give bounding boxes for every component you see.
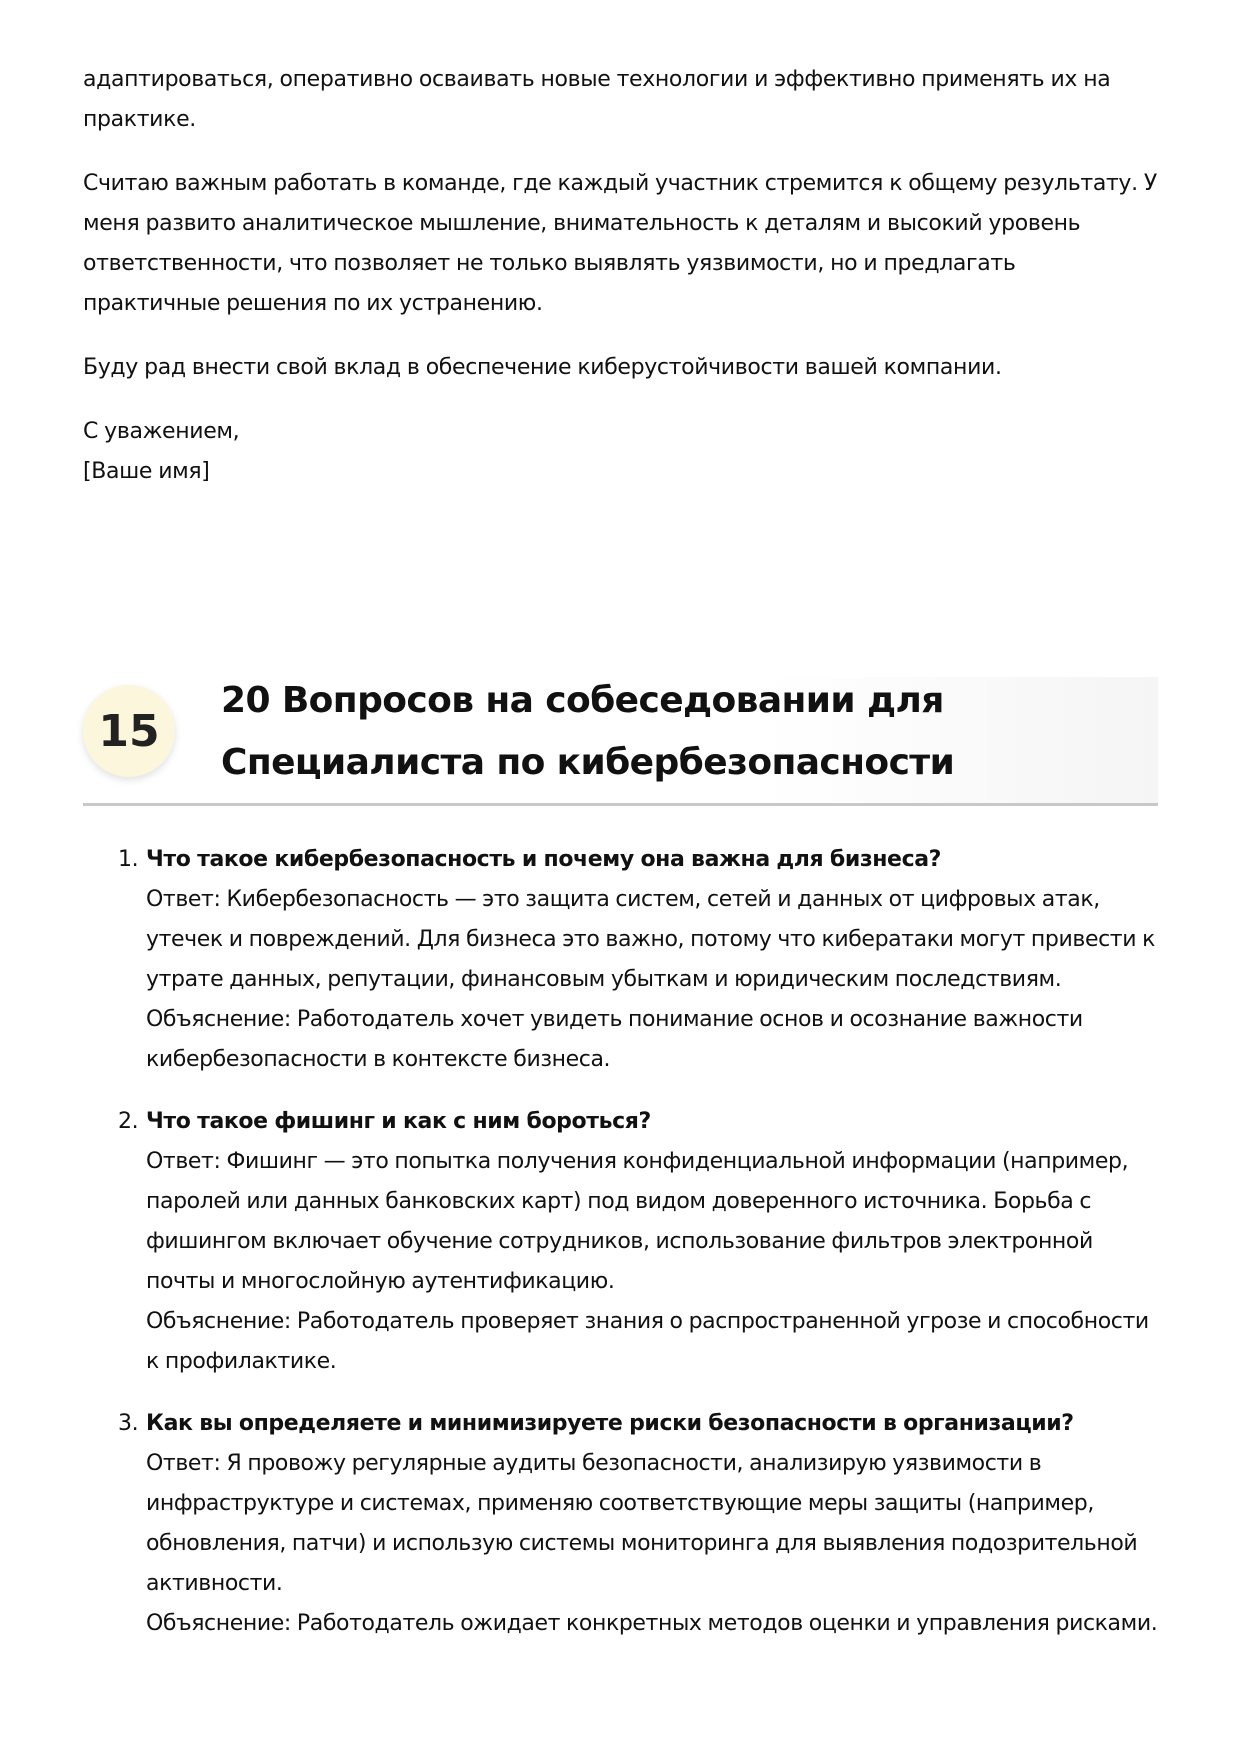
intro-paragraph-3: Буду рад внести свой вклад в обеспечение киберустойчивости вашей компании. bbox=[83, 355, 1002, 380]
question-item-1 bbox=[83, 840, 1158, 1080]
question-number: 1. bbox=[118, 847, 139, 872]
explanation-text: Объяснение: Работодатель ожидает конкретных методов оценки и управления рисками. bbox=[146, 1611, 1158, 1636]
name-placeholder: [Ваше имя] bbox=[83, 459, 210, 484]
closing-text: С уважением, bbox=[83, 419, 240, 444]
cover-letter-ending bbox=[83, 60, 1158, 516]
explanation-text: Объяснение: Работодатель хочет увидеть понимание основ и осознание важности кибербезопасности в контексте бизнеса. bbox=[146, 1007, 1083, 1072]
question-item-3 bbox=[83, 1404, 1158, 1644]
question-text: Как вы определяете и минимизируете риски безопасности в организации? bbox=[146, 1411, 1074, 1436]
section-title: 20 Вопросов на собеседовании для Специалиста по кибербезопасности bbox=[221, 680, 955, 783]
question-text: Что такое фишинг и как с ним бороться? bbox=[146, 1109, 651, 1134]
question-text: Что такое кибербезопасность и почему она важна для бизнеса? bbox=[146, 847, 942, 872]
explanation-text: Объяснение: Работодатель проверяет знания о распространенной угрозе и способности к профилактике. bbox=[146, 1309, 1149, 1374]
answer-text: Ответ: Я провожу регулярные аудиты безопасности, анализирую уязвимости в инфраструктуре и системах, применяю соответствующие меры защиты (например, обновления, патчи) и использую системы мониторинга для выявления подозрительной активности. bbox=[146, 1451, 1138, 1596]
answer-text: Ответ: Кибербезопасность — это защита систем, сетей и данных от цифровых атак, утечек и повреждений. Для бизнеса это важно, потому что кибератаки могут привести к утрате данных, репутации, финансовым убыткам и юридическим последствиям. bbox=[146, 887, 1155, 992]
question-number: 2. bbox=[118, 1109, 139, 1134]
intro-paragraph-2: Считаю важным работать в команде, где каждый участник стремится к общему результату. У меня развито аналитическое мышление, внимательность к деталям и высокий уровень ответственности, что позволяет не только выявлять уязвимости, но и предлагать практичные решения по их устранению. bbox=[83, 171, 1157, 316]
question-number: 3. bbox=[118, 1411, 139, 1436]
intro-paragraph-1: адаптироваться, оперативно осваивать новые технологии и эффективно применять их на практике. bbox=[83, 67, 1111, 132]
section-header bbox=[83, 665, 1158, 806]
question-item-2 bbox=[83, 1102, 1158, 1382]
signature-block bbox=[83, 412, 1158, 492]
section-number-badge: 15 bbox=[83, 685, 175, 777]
questions-list bbox=[83, 840, 1158, 1666]
answer-text: Ответ: Фишинг — это попытка получения конфиденциальной информации (например, паролей или данных банковских карт) под видом доверенного источника. Борьба с фишингом включает обучение сотрудников, использование фильтров электронной почты и многослойную аутентификацию. bbox=[146, 1149, 1129, 1294]
